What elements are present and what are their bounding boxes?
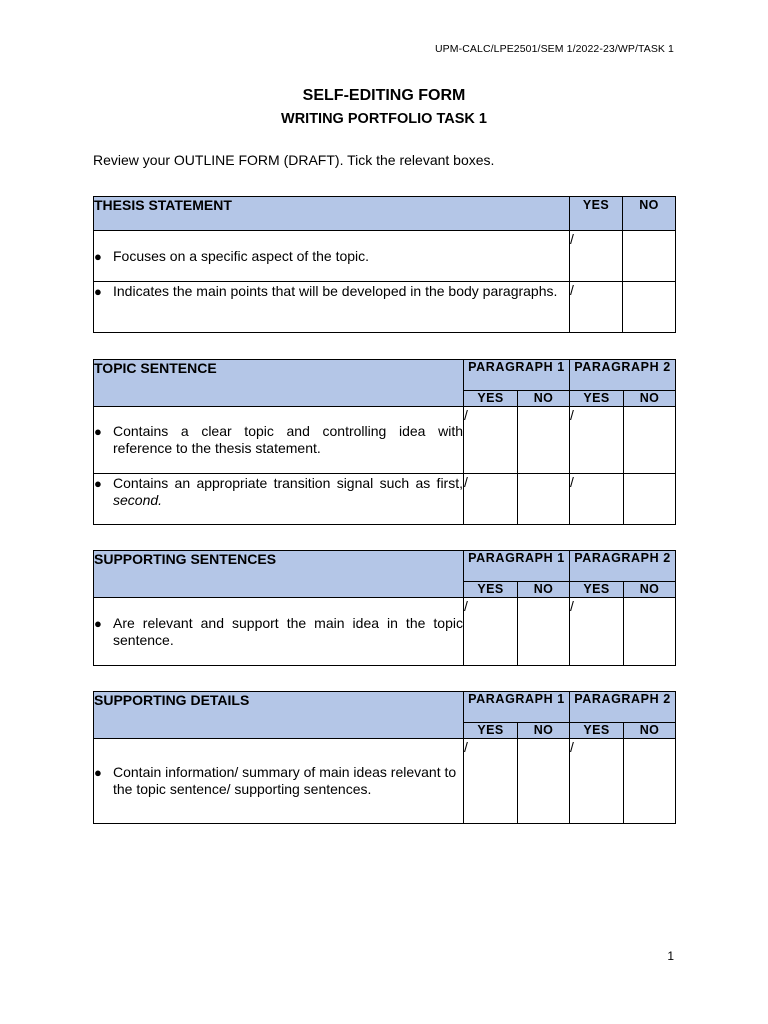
p2-yes-checkbox[interactable]: / (570, 407, 624, 474)
page-number: 1 (667, 949, 674, 963)
instruction-text: Review your OUTLINE FORM (DRAFT). Tick the relevant boxes. (93, 152, 495, 168)
criterion-cell (94, 231, 570, 282)
supporting-sentences-header-row (94, 551, 676, 582)
p1-yes-checkbox[interactable]: / (464, 598, 518, 666)
thesis-header-row (94, 197, 676, 231)
paragraph-1-header: PARAGRAPH 1 (464, 692, 570, 723)
p2-no-header: NO (624, 582, 676, 598)
p2-no-checkbox[interactable] (624, 474, 676, 525)
criterion-cell (94, 407, 464, 474)
thesis-yes-header: YES (570, 197, 623, 231)
thesis-section-title: THESIS STATEMENT (94, 197, 570, 231)
criterion-cell (94, 282, 570, 333)
thesis-no-checkbox[interactable] (623, 231, 676, 282)
p1-yes-checkbox[interactable]: / (464, 407, 518, 474)
bullet-icon: ● (94, 476, 102, 491)
p1-no-checkbox[interactable] (518, 407, 570, 474)
p1-no-checkbox[interactable] (518, 598, 570, 666)
paragraph-1-header: PARAGRAPH 1 (464, 360, 570, 391)
p2-yes-checkbox[interactable]: / (570, 474, 624, 525)
p1-no-header: NO (518, 582, 570, 598)
p2-yes-checkbox[interactable]: / (570, 739, 624, 824)
document-code: UPM-CALC/LPE2501/SEM 1/2022-23/WP/TASK 1 (435, 43, 674, 55)
supporting-sentences-section-title: SUPPORTING SENTENCES (94, 551, 464, 598)
table-row (94, 407, 676, 474)
criterion-cell (94, 474, 464, 525)
thesis-yes-checkbox[interactable]: / (570, 231, 623, 282)
criterion-text: Focuses on a specific aspect of the topic. (113, 247, 370, 264)
topic-section-title: TOPIC SENTENCE (94, 360, 464, 407)
supporting-details-table (93, 691, 676, 824)
criterion-text: Contain information/ summary of main ideas relevant to the topic sentence/ supporting sentences. (113, 764, 457, 797)
p1-yes-header: YES (464, 391, 518, 407)
p2-yes-checkbox[interactable]: / (570, 598, 624, 666)
p1-no-checkbox[interactable] (518, 474, 570, 525)
topic-sentence-table (93, 359, 676, 525)
table-row (94, 474, 676, 525)
paragraph-1-header: PARAGRAPH 1 (464, 551, 570, 582)
p2-yes-header: YES (570, 391, 624, 407)
p1-no-checkbox[interactable] (518, 739, 570, 824)
bullet-icon: ● (94, 615, 102, 631)
supporting-sentences-table (93, 550, 676, 666)
paragraph-2-header: PARAGRAPH 2 (570, 360, 676, 391)
table-row (94, 231, 676, 282)
paragraph-2-header: PARAGRAPH 2 (570, 551, 676, 582)
criterion-text-italic: second. (113, 492, 163, 508)
thesis-yes-checkbox[interactable]: / (570, 282, 623, 333)
p1-no-header: NO (518, 391, 570, 407)
criterion-text: Contains a clear topic and controlling idea with reference to the thesis statement. (113, 423, 463, 456)
p2-no-checkbox[interactable] (624, 739, 676, 824)
criterion-text: Indicates the main points that will be developed in the body paragraphs. (113, 283, 558, 299)
paragraph-2-header: PARAGRAPH 2 (570, 692, 676, 723)
table-row (94, 282, 676, 333)
topic-header-row (94, 360, 676, 391)
form-subtitle: WRITING PORTFOLIO TASK 1 (281, 111, 487, 127)
criterion-cell (94, 739, 464, 824)
p2-no-header: NO (624, 391, 676, 407)
p1-yes-checkbox[interactable]: / (464, 474, 518, 525)
p1-yes-header: YES (464, 723, 518, 739)
criterion-text: Are relevant and support the main idea in the topic sentence. (113, 614, 463, 648)
bullet-icon: ● (94, 765, 102, 780)
form-title: SELF-EDITING FORM (302, 87, 466, 104)
bullet-icon: ● (94, 248, 102, 264)
bullet-icon: ● (94, 284, 102, 299)
p1-yes-checkbox[interactable]: / (464, 739, 518, 824)
p2-no-checkbox[interactable] (624, 598, 676, 666)
table-row (94, 739, 676, 824)
thesis-no-checkbox[interactable] (623, 282, 676, 333)
p2-no-header: NO (624, 723, 676, 739)
p2-yes-header: YES (570, 723, 624, 739)
supporting-details-section-title: SUPPORTING DETAILS (94, 692, 464, 739)
bullet-icon: ● (94, 424, 102, 439)
p1-no-header: NO (518, 723, 570, 739)
p1-yes-header: YES (464, 582, 518, 598)
table-row (94, 598, 676, 666)
thesis-no-header: NO (623, 197, 676, 231)
thesis-statement-table (93, 196, 676, 333)
supporting-details-header-row (94, 692, 676, 723)
p2-yes-header: YES (570, 582, 624, 598)
p2-no-checkbox[interactable] (624, 407, 676, 474)
criterion-text: Contains an appropriate transition signal such as first, (113, 475, 463, 491)
criterion-cell (94, 598, 464, 666)
